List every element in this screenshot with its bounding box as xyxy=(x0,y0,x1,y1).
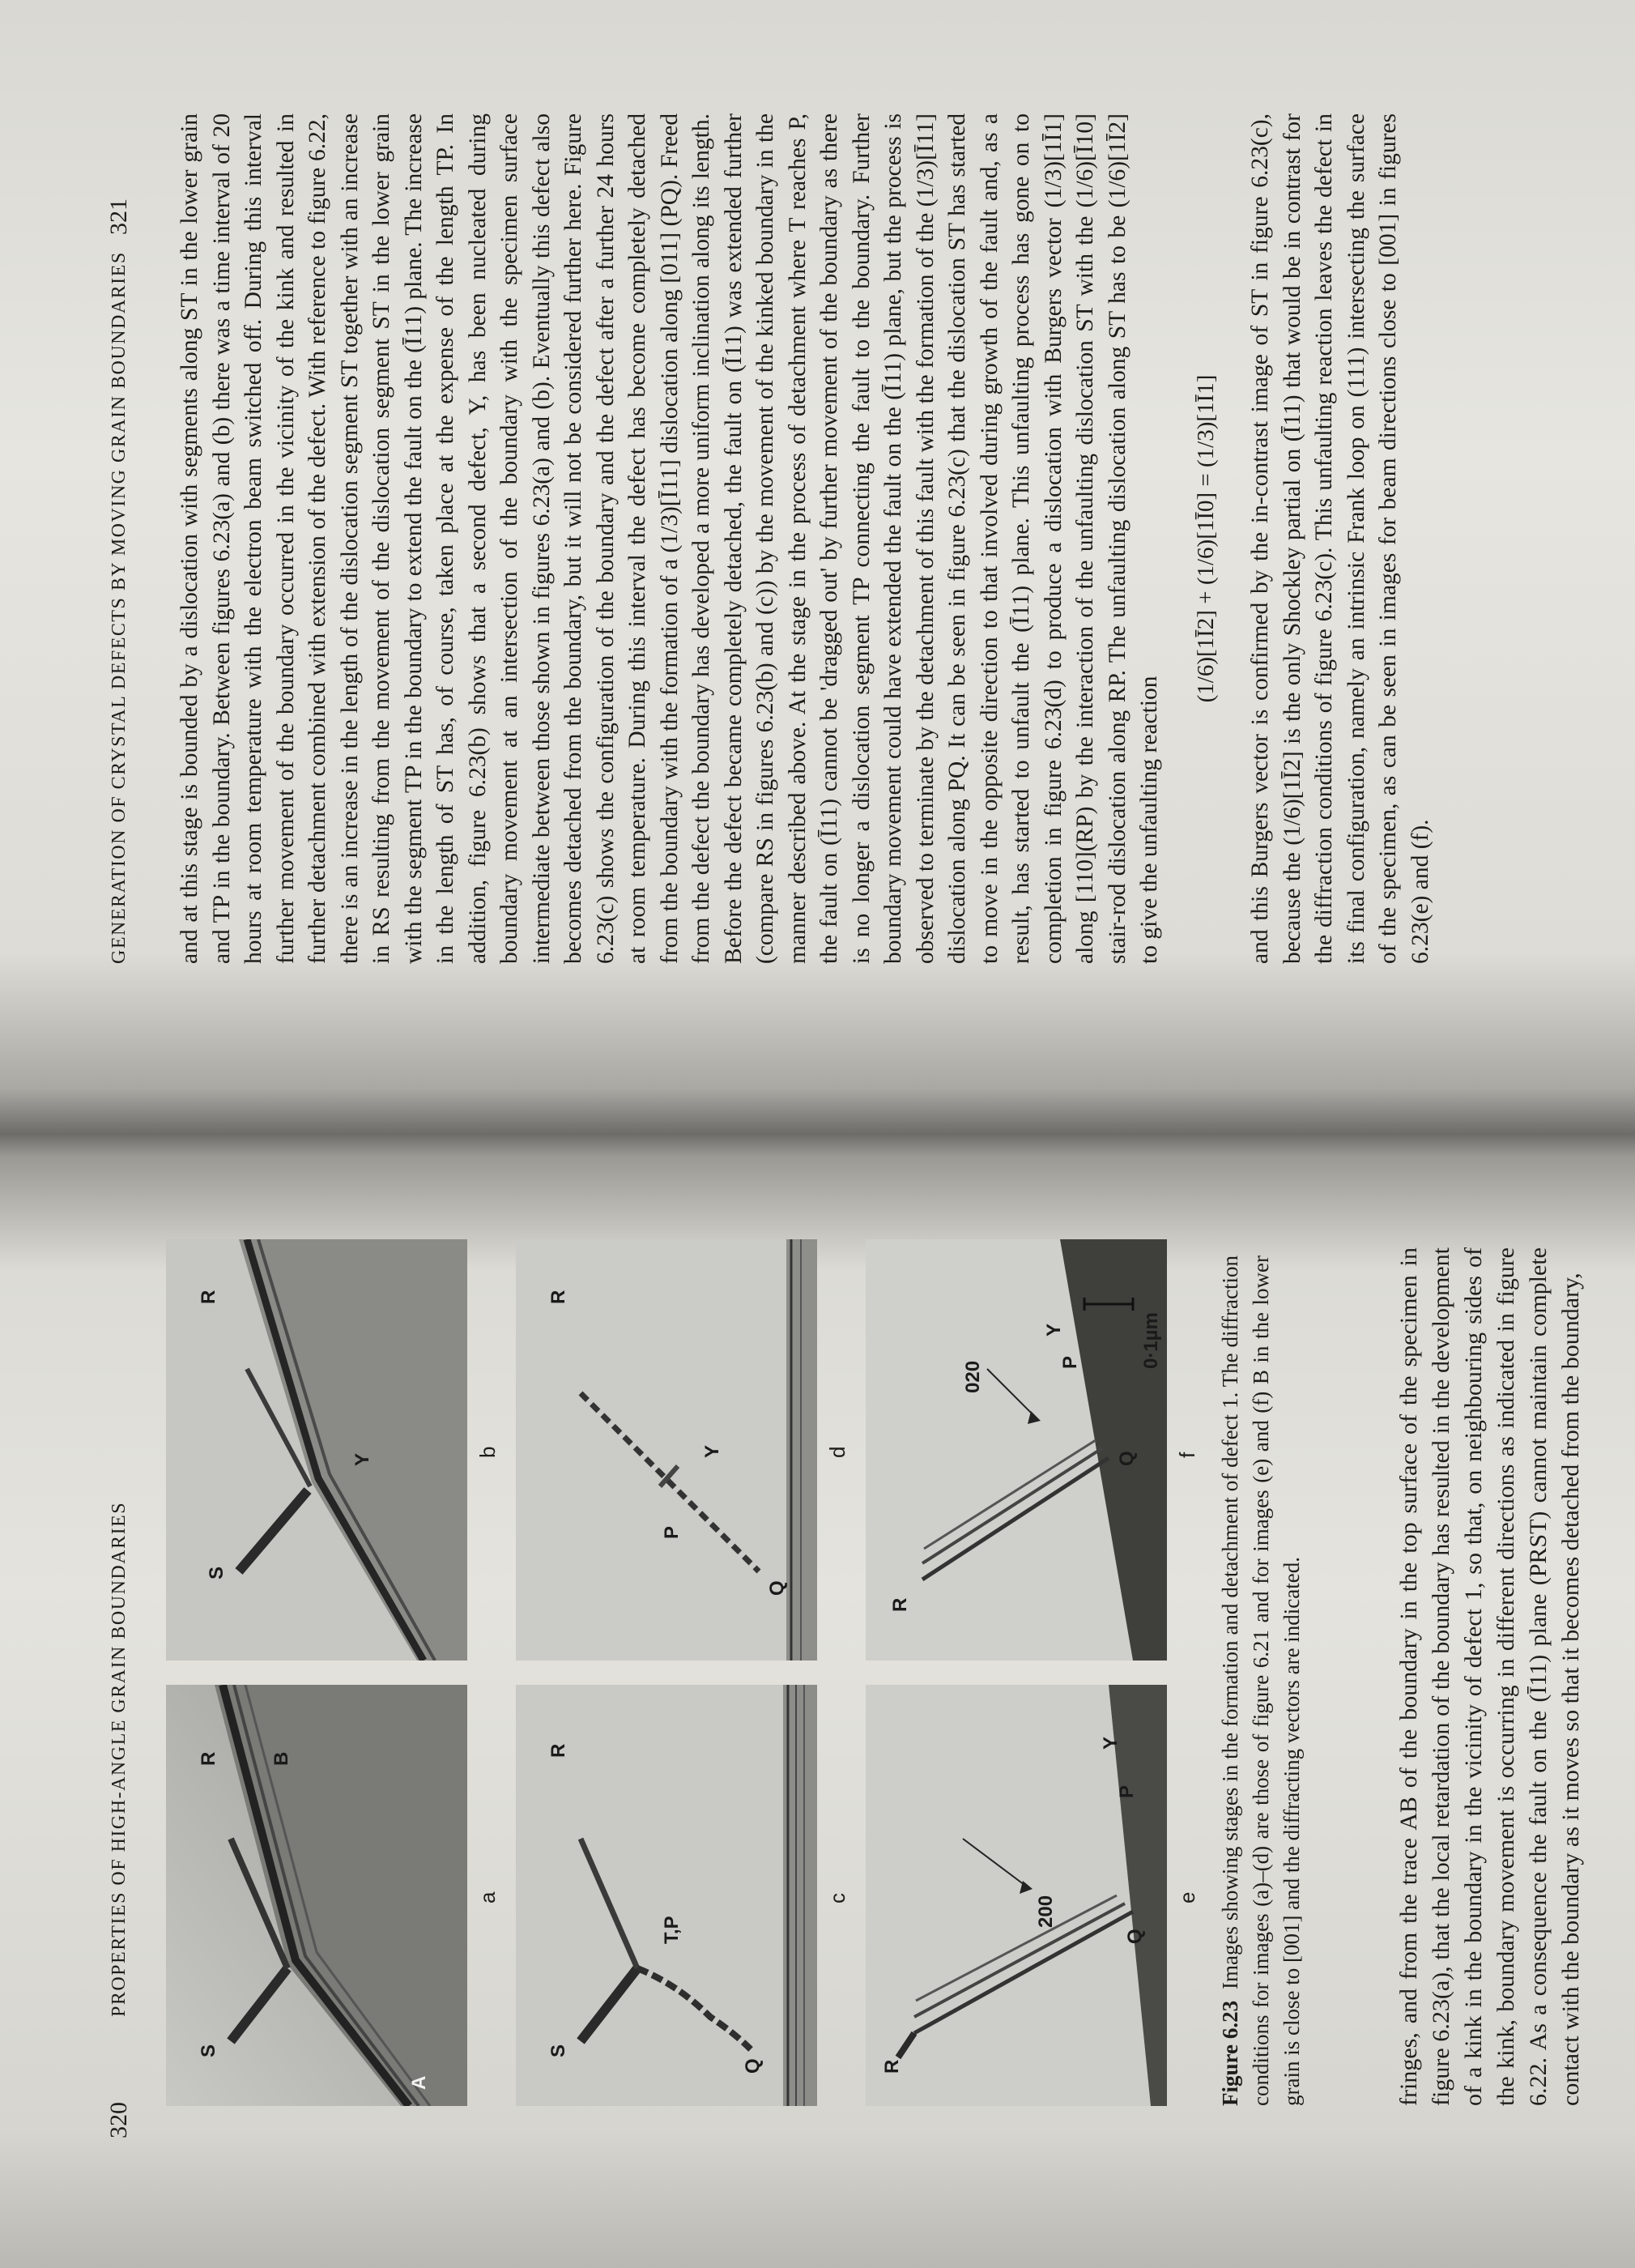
label-r: R xyxy=(881,2059,903,2074)
label-y: Y xyxy=(1043,1323,1065,1336)
panel-caption-d: d xyxy=(825,1446,849,1458)
micrograph-panel-f xyxy=(866,1239,1167,1660)
label-g-020: 020 xyxy=(962,1360,984,1393)
label-s: S xyxy=(547,2044,569,2057)
label-q: Q xyxy=(742,2058,764,2074)
right-body-text xyxy=(174,113,1437,964)
label-s: S xyxy=(198,2044,219,2057)
scale-bar-label: 0·1µm xyxy=(1140,1312,1162,1369)
label-q: Q xyxy=(766,1580,788,1596)
panel-caption-c: c xyxy=(825,1893,849,1904)
label-y: Y xyxy=(1100,1736,1122,1750)
left-body-text: fringes, and from the trace AB of the boundary in the top surface of the specimen in figure 6.23(a), that the local retardation of the boundary has resulted in the development of a kink in the boundary in the vicinity of defect 1, so that, on neighbouring sides of the kink, boundary movement is occurring in different directions as indicated in figure 6.22. As a consequence the fault on the (Ī11) plane (PRST) cannot maintain complete contact with the boundary as it moves so that it becomes detached from the boundary, xyxy=(1395,1247,1584,2106)
micrograph-panel-c xyxy=(516,1685,817,2106)
paragraph-1: and at this stage is bounded by a dislocation with segments along ST in the lower grain and TP in the boundary. Between figures 6.23(a) and (b) there was a time interval of 20 hours at room temperature with the electron beam switched off. During this interval further movement of the boundary occurred in the vicinity of the kink and resulted in further detachment combined with extension of the defect. With reference to figure 6.22, there is an increase in the length of the dislocation segment ST together with an increase in RS resulting from the movement of the dislocation segment ST in the lower grain with the segment TP in the boundary to extend the fault on the (Ī11) plane. The increase in the length of ST has, of course, taken place at the expense of the length TP. In addition, figure 6.23(b) shows that a second defect, Y, has been nucleated during boundary movement at an intersection of the boundary with the specimen surface intermediate between those shown in figures 6.23(a) and (b). Eventually this defect also becomes detached from the boundary, but it will not be considered further here. Figure 6.23(c) shows the configuration of the boundary and the defect after a further 24 hours at room temperature. During this interval the defect has become completely detached from the boundary with the formation of a (1/3)[Ī11] dislocation along [011] (PQ). Freed from the defect the boundary has developed a more uniform inclination along its length. Before the defect became completely detached, the fault on (Ī11) was extended further (compare RS in figures 6.23(b) and (c)) by the movement of the kinked boundary in the manner described above. At the stage in the process of detachment where T reaches P, the fault on (Ī11) cannot be 'dragged out' by further movement of the boundary as there is no longer a dislocation segment TP connecting the fault to the boundary. Further boundary movement could have extended the fault on the (Ī11) plane, but the process is observed to terminate by the detachment of this fault with the formation of the (1/3)[Ī11] dislocation along PQ. It can be seen in figure 6.23(c) that the dislocation ST has started to move in the opposite direction to that involved during growth of the fault and, as a result, has started to unfault the (Ī11) plane. This unfaulting process has gone on to completion in figure 6.23(d) to produce a dislocation with Burgers vector (1/3)[1Ī1] along [110](RP) by the interaction of the unfaulting dislocation ST with the (1/6)[Ī10] stair-rod dislocation along RP. The unfaulting dislocation along ST has to be (1/6)[1Ī2] to give the unfaulting reaction xyxy=(177,113,1162,964)
label-y: Y xyxy=(701,1444,723,1458)
label-y: Y xyxy=(351,1452,373,1466)
paragraph-2: and this Burgers vector is confirmed by the in-contrast image of ST in figure 6.23(c), because the (1/6)[1Ī2] is the only Shockley partial on (Ī11) that would be in contrast for the diffraction conditions of figure 6.23(c). This unfaulting reaction leaves the defect in its final configuration, namely an intrinsic Frank loop on (111) intersecting the surface of the specimen, as can be seen in images for beam directions close to [001] in figures 6.23(e) and (f). xyxy=(1247,113,1433,964)
label-p: P xyxy=(1059,1355,1081,1369)
label-p: P xyxy=(1116,1784,1138,1798)
panel-caption-f: f xyxy=(1175,1452,1199,1458)
equation: (1/6)[1Ī2] + (1/6)[1Ī0] = (1/3)[1Ī1] xyxy=(1192,374,1219,703)
micrograph-panel-e xyxy=(866,1685,1167,2106)
figure-caption-text: Images showing stages in the formation and detachment of defect 1. The diffraction conditions for images (a)–(d) are those of figure 6.21 and for images (e) and (f) B in the lower grain is close to [001] and the diffracting vectors are indicated. xyxy=(1218,1255,1304,2106)
label-a: A xyxy=(408,2075,430,2090)
micrograph-panel-b xyxy=(166,1239,467,1660)
micrograph-panel-d xyxy=(516,1239,817,1660)
label-tp: T,P xyxy=(661,1916,683,1944)
micrograph-panel-a xyxy=(166,1685,467,2106)
label-r: R xyxy=(889,1597,911,1612)
label-r: R xyxy=(547,1743,569,1758)
label-p: P xyxy=(661,1525,683,1539)
left-page-number: 320 xyxy=(105,2102,132,2138)
label-r: R xyxy=(198,1751,219,1766)
panel-caption-b: b xyxy=(475,1446,500,1458)
label-q: Q xyxy=(1116,1451,1138,1466)
panel-caption-e: e xyxy=(1175,1891,1199,1904)
panel-caption-a: a xyxy=(475,1891,500,1904)
figure-6-23-grid xyxy=(166,1239,1199,2106)
right-page-number: 321 xyxy=(105,198,132,235)
label-q: Q xyxy=(1124,1929,1146,1944)
right-running-head: GENERATION OF CRYSTAL DEFECTS BY MOVING GRAIN BOUNDARIES xyxy=(109,251,130,964)
label-g-200: 200 xyxy=(1035,1895,1057,1928)
label-r: R xyxy=(547,1290,569,1304)
label-r: R xyxy=(198,1290,219,1304)
left-running-head: PROPERTIES OF HIGH-ANGLE GRAIN BOUNDARIES xyxy=(109,1501,130,2017)
figure-number: Figure 6.23 xyxy=(1218,2000,1242,2106)
figure-caption xyxy=(1215,1256,1307,2106)
label-s: S xyxy=(206,1566,228,1580)
left-page xyxy=(0,1134,1635,2268)
label-b: B xyxy=(270,1751,292,1766)
